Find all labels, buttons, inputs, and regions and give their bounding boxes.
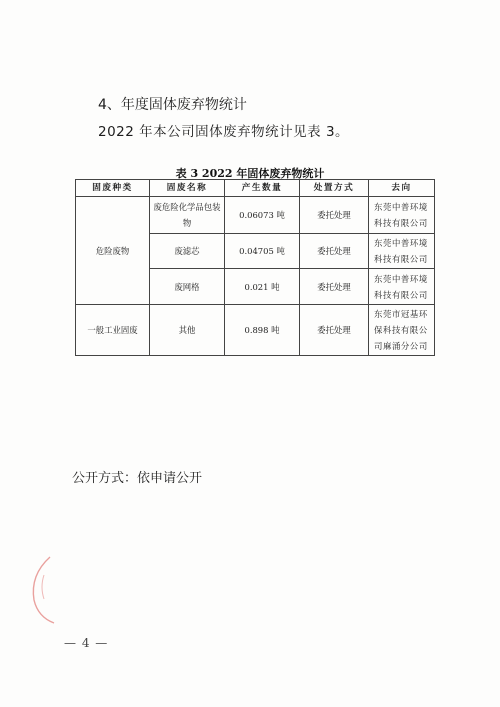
- disposal-cell: 委托处理: [300, 234, 369, 269]
- category-cell: 一般工业固废: [76, 305, 150, 356]
- header-disposal: 处置方式: [300, 180, 369, 197]
- destination-cell: 东莞中普环境科技有限公司: [369, 197, 435, 234]
- disclosure-method: 公开方式：依申请公开: [72, 471, 203, 486]
- quantity-cell: 0.06073 吨: [225, 197, 300, 234]
- quantity-cell: 0.04705 吨: [225, 234, 300, 269]
- header-quantity: 产生数量: [225, 180, 300, 197]
- table-row: [76, 197, 435, 234]
- disposal-cell: 委托处理: [300, 197, 369, 234]
- category-cell: 危险废物: [76, 197, 150, 305]
- quantity-cell: 0.021 吨: [225, 269, 300, 305]
- header-category: 固废种类: [76, 180, 150, 197]
- waste-name-cell: 废网格: [150, 269, 225, 305]
- table-header-row: [76, 180, 435, 197]
- header-destination: 去向: [369, 180, 435, 197]
- waste-name-cell: 废滤芯: [150, 234, 225, 269]
- waste-name-cell: 废危险化学品包装物: [150, 197, 225, 234]
- page-number: — 4 —: [64, 636, 109, 650]
- header-name: 固废名称: [150, 180, 225, 197]
- disposal-cell: 委托处理: [300, 269, 369, 305]
- seal-stamp-fragment: [20, 555, 70, 625]
- section-heading: 4、年度固体废弃物统计: [98, 97, 247, 113]
- destination-cell: 东莞中普环境科技有限公司: [369, 234, 435, 269]
- waste-name-cell: 其他: [150, 305, 225, 356]
- table-caption: 表 3 2022 年固体废弃物统计: [175, 167, 325, 180]
- quantity-cell: 0.898 吨: [225, 305, 300, 356]
- destination-cell: 东莞中普环境科技有限公司: [369, 269, 435, 305]
- table-row: [76, 305, 435, 356]
- intro-paragraph: 2022 年本公司固体废弃物统计见表 3。: [98, 124, 350, 140]
- waste-statistics-table: [75, 179, 435, 356]
- destination-cell: 东莞市冠基环保科技有限公司麻涌分公司: [369, 305, 435, 356]
- disposal-cell: 委托处理: [300, 305, 369, 356]
